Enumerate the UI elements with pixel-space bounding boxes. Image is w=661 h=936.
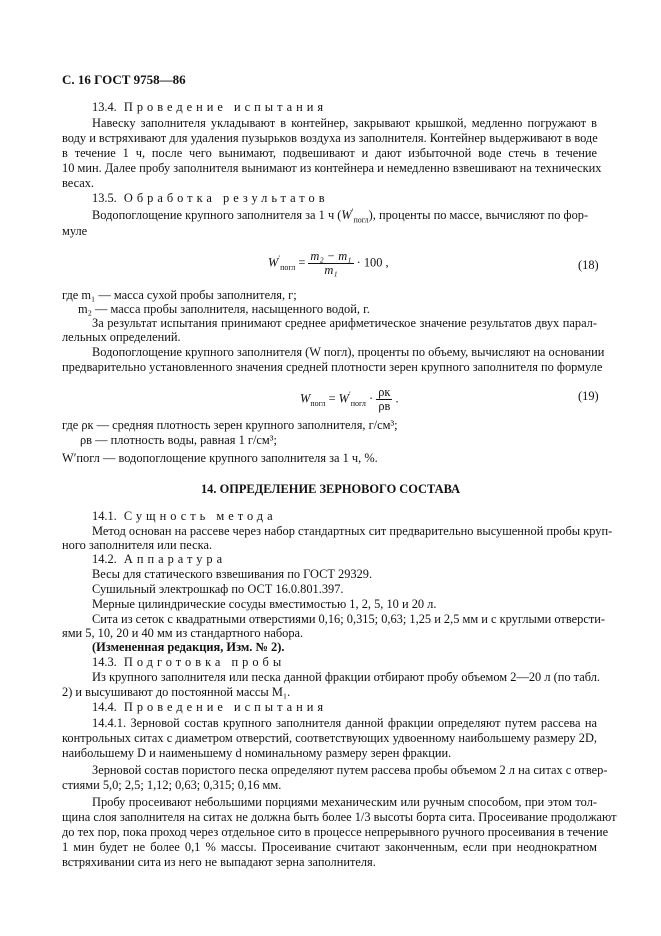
- paragraph-line: 10 мин. Далее пробу заполнителя вынимают из контейнера и немедленно взвешивают на технических: [62, 161, 602, 175]
- paragraph-line: лельных определений.: [62, 330, 181, 344]
- edition-note: (Измененная редакция, Изм. № 2).: [92, 640, 285, 654]
- paragraph-line: За результат испытания принимают среднее арифметическое значение результатов двух парал-: [92, 316, 597, 330]
- formula-number: (18): [578, 258, 599, 272]
- paragraph-line: стиями 5,0; 2,5; 1,12; 0,63; 0,315; 0,16 мм.: [62, 778, 282, 792]
- section-14-4-heading: [92, 700, 327, 715]
- paragraph-line: муле: [62, 224, 88, 238]
- section-number: 14.4.: [92, 700, 117, 714]
- paragraph-line: Мерные цилиндрические сосуды вместимостью 1, 2, 5, 10 и 20 л.: [92, 597, 437, 611]
- paragraph-line: Из крупного заполнителя или песка данной фракции отбирают пробу объемом 2—20 л (по табл.: [92, 670, 600, 684]
- paragraph-line: весах.: [62, 176, 95, 190]
- formula-tail: · 100 ,: [356, 255, 389, 270]
- paragraph-line: Навеску заполнителя укладывают в контейнер, закрывают крышкой, медленно погружают в: [92, 116, 597, 130]
- text: Водопоглощение крупного заполнителя за 1 ч (: [92, 208, 342, 222]
- paragraph-line: 14.4.1. Зерновой состав крупного заполнителя данной фракции определяют путем рассева на: [92, 716, 597, 730]
- formula-numerator: m₂ − m₁: [310, 249, 352, 263]
- paragraph-line: до тех пор, пока проход через отдельное сито в процессе непрерывного ручного просеивания в течение: [62, 825, 609, 839]
- formula-denominator: m₁: [324, 263, 338, 277]
- section-number: 13.4.: [92, 100, 117, 114]
- where-line: m₂ — масса пробы заполнителя, насыщенного водой, г.: [78, 302, 370, 316]
- formula-18: $W'_{погл}$ = $\frac{\text{m₂ − m₁}}{\text{m₁}}$ · 100 ,: [268, 249, 389, 277]
- paragraph-line: Зерновой состав пористого песка определяют путем рассева пробы объемом 2 л на ситах с отвер-: [92, 763, 608, 777]
- formula-numerator: ρк: [378, 385, 391, 399]
- section-number: 14.3.: [92, 655, 117, 669]
- section-number: 14.2.: [92, 552, 117, 566]
- section-title: Обработка результатов: [123, 191, 329, 205]
- section-14-2-heading: [92, 552, 226, 567]
- subscript: погл: [353, 215, 369, 225]
- formula-number: (19): [578, 389, 599, 403]
- paragraph-line: Водопоглощение крупного заполнителя (W погл), проценты по объему, вычисляют на основании: [92, 345, 605, 359]
- where-line: где ρк — средняя плотность зерен крупного заполнителя, г/см³;: [62, 418, 398, 432]
- paragraph-line: наибольшему D и наименьшему d номинальному размеру зерен фракции.: [62, 746, 452, 760]
- paragraph-line: Весы для статического взвешивания по ГОСТ 29329.: [92, 567, 373, 581]
- paragraph-line: Метод основан на рассеве через набор стандартных сит предварительно высушенной пробы круп-: [92, 524, 613, 538]
- paragraph-line: контрольных ситах с диаметром отверстий, соответствующих удвоенному наибольшему размеру 2D,: [62, 731, 597, 745]
- section-title: Сущность метода: [123, 509, 277, 523]
- paragraph-line: воду и встряхивают для удаления пузырьков воздуха из заполнителя. Контейнер выдерживают в воде: [62, 131, 598, 145]
- section-13-4-heading: [92, 100, 327, 115]
- section-14-3-heading: [92, 655, 285, 670]
- paragraph-line: 2) и высушивают до постоянной массы M₁.: [62, 685, 291, 699]
- paragraph-line: Пробу просеивают небольшими порциями механическим или ручным способом, при этом тол-: [92, 795, 597, 809]
- paragraph-line: 1 мин будет не более 0,1 % массы. Просеивание считают законченным, если при неоднократном: [62, 840, 597, 854]
- where-line: где m₁ — масса сухой пробы заполнителя, г;: [62, 288, 297, 302]
- section-number: 13.5.: [92, 191, 117, 205]
- where-line: ρв — плотность воды, равная 1 г/см³;: [80, 433, 277, 447]
- paragraph-line: предварительно установленного значения средней плотности зерен крупного заполнителя по формуле: [62, 360, 603, 374]
- section-14-1-heading: [92, 509, 277, 524]
- section-14-heading: 14. ОПРЕДЕЛЕНИЕ ЗЕРНОВОГО СОСТАВА: [200, 482, 461, 496]
- section-title: Проведение испытания: [123, 700, 328, 714]
- section-title: Аппаратура: [123, 552, 227, 566]
- section-number: 14.1.: [92, 509, 117, 523]
- section-13-5-heading: [92, 191, 329, 206]
- formula-denominator: ρв: [378, 399, 391, 413]
- paragraph-line: ями 5, 10, 20 и 40 мм из стандартного набора.: [62, 626, 304, 640]
- paragraph-line: ного заполнителя или песка.: [62, 538, 213, 552]
- where-line: W′погл — водопоглощение крупного заполнителя за 1 ч, %.: [62, 451, 378, 465]
- paragraph-line: щина слоя заполнителя на ситах не должна быть более 1/3 высоты борта сита. Просеивание продолжают: [62, 810, 617, 824]
- formula-19: $W_{погл} = W'_{погл}$ · ρк ρв .: [300, 385, 399, 413]
- paragraph-line: в течение 1 ч, после чего вынимают, подвешивают и дают избыточной воде стечь в течение: [62, 146, 597, 160]
- page-header: С. 16 ГОСТ 9758—86: [62, 72, 186, 87]
- text: ), проценты по массе, вычисляют по фор-: [368, 208, 589, 222]
- section-title: Подготовка пробы: [123, 655, 286, 669]
- paragraph-line: Сита из сеток с квадратными отверстиями 0,16; 0,315; 0,63; 1,25 и 2,5 мм и с круглыми отверсти-: [92, 612, 605, 626]
- paragraph-line: встряхивании сита из него не выпадают зерна заполнителя.: [62, 855, 376, 869]
- paragraph-line: Сушильный электрошкаф по ОСТ 16.0.801.397.: [92, 582, 344, 596]
- formula-intro: Водопоглощение крупного заполнителя за 1 ч $(W'_{погл})$, проценты по массе, вычисляют по фор-: [92, 206, 589, 225]
- section-title: Проведение испытания: [123, 100, 328, 114]
